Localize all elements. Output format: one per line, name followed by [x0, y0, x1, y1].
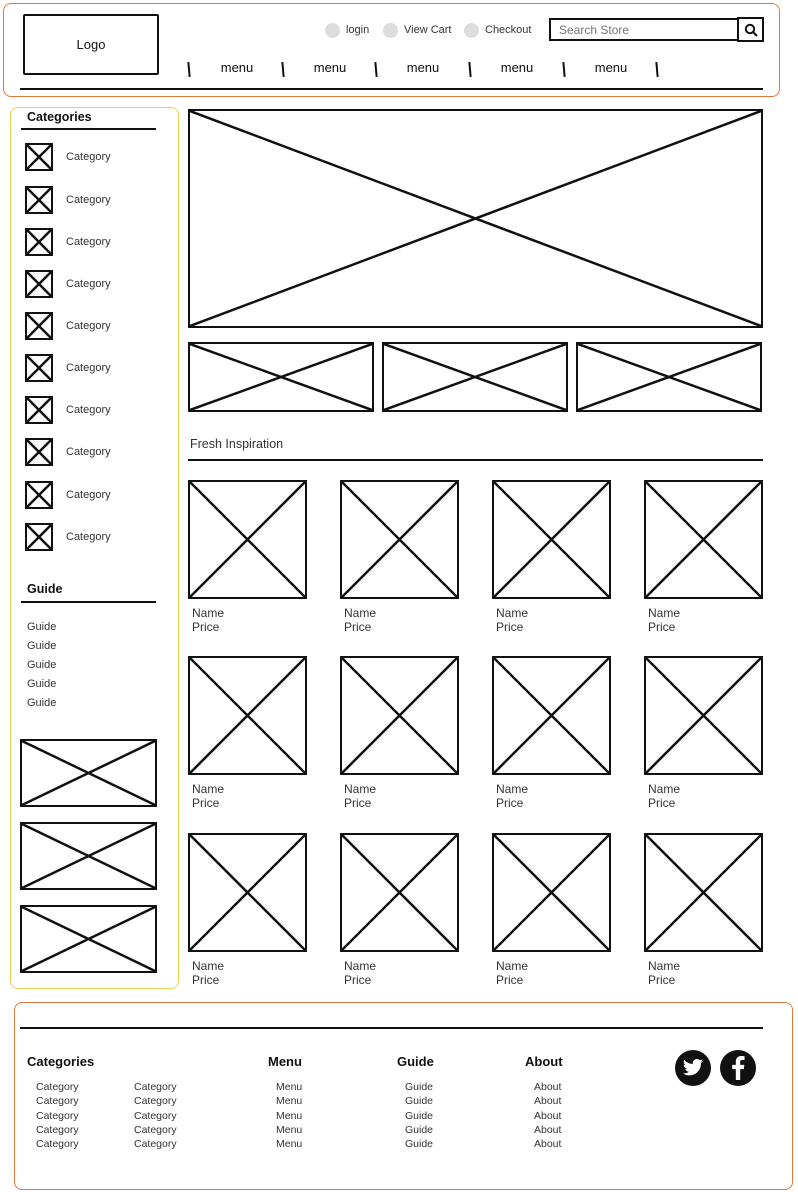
footer-category-link[interactable]: Category	[36, 1095, 79, 1108]
product-image[interactable]	[340, 656, 459, 775]
product-name[interactable]: Name	[496, 782, 529, 796]
product-price: Price	[496, 973, 524, 987]
category-image-icon	[25, 228, 53, 256]
sidebar-category-label: Category	[66, 446, 111, 458]
sidebar-guide-title: Guide	[27, 582, 63, 596]
product-image[interactable]	[188, 480, 307, 599]
footer-category-link[interactable]: Category	[134, 1095, 177, 1108]
footer-guide-link[interactable]: Guide	[405, 1081, 434, 1093]
section-title: Fresh Inspiration	[190, 437, 284, 451]
sidebar-guide-link[interactable]: Guide	[27, 697, 57, 709]
product-price: Price	[496, 796, 524, 810]
twitter-button[interactable]	[675, 1050, 711, 1086]
footer-category-link[interactable]: Category	[36, 1109, 79, 1122]
sidebar-banner-3[interactable]	[20, 905, 157, 973]
category-image-icon	[25, 523, 53, 551]
footer-category-link[interactable]: Category	[36, 1081, 79, 1093]
footer-frame	[14, 1002, 793, 1190]
product-name[interactable]: Name	[496, 959, 529, 973]
login-icon	[325, 23, 340, 38]
menu-item-5[interactable]: menu	[594, 60, 628, 75]
checkout-icon	[464, 23, 479, 38]
view-cart-label: View Cart	[404, 24, 452, 36]
product-name[interactable]: Name	[648, 959, 681, 973]
product-name[interactable]: Name	[192, 782, 225, 796]
sidebar-category-item[interactable]	[25, 481, 111, 509]
product-image[interactable]	[340, 480, 459, 599]
product-price: Price	[496, 620, 524, 634]
header-divider	[20, 88, 763, 90]
sidebar-categories-divider	[21, 128, 156, 130]
category-image-icon	[25, 270, 53, 298]
footer-about-link[interactable]: About	[534, 1081, 562, 1093]
facebook-icon	[731, 1056, 745, 1080]
footer-divider	[20, 1027, 763, 1029]
checkout-label: Checkout	[485, 24, 532, 36]
twitter-icon	[682, 1058, 704, 1078]
login-link[interactable]	[325, 21, 369, 39]
sidebar-category-item[interactable]	[25, 228, 111, 256]
promo-banner-2[interactable]	[382, 342, 568, 412]
footer-category-link[interactable]: Category	[36, 1138, 79, 1151]
footer-menu-link[interactable]: Menu	[276, 1138, 303, 1151]
product-price: Price	[648, 796, 676, 810]
sidebar-category-item[interactable]	[25, 270, 111, 298]
product-price: Price	[344, 796, 372, 810]
product-image[interactable]	[644, 480, 763, 599]
sidebar-category-label: Category	[66, 404, 111, 416]
category-image-icon	[25, 186, 53, 214]
category-image-icon	[25, 143, 53, 171]
sidebar-category-label: Category	[66, 151, 111, 163]
product-price: Price	[344, 620, 372, 634]
sidebar-guide-link[interactable]: Guide	[27, 659, 57, 671]
sidebar-category-item[interactable]	[25, 186, 111, 214]
product-image[interactable]	[644, 833, 763, 952]
search-icon	[744, 23, 758, 37]
product-name[interactable]: Name	[192, 606, 225, 620]
footer-guide-title: Guide	[397, 1054, 434, 1069]
footer-categories-title: Categories	[27, 1054, 95, 1069]
footer-menu-title: Menu	[268, 1054, 302, 1069]
product-image[interactable]	[492, 480, 611, 599]
sidebar-category-item[interactable]	[25, 438, 111, 466]
footer-guide-link[interactable]: Guide	[405, 1138, 434, 1151]
product-price: Price	[344, 973, 372, 987]
sidebar-guide-divider	[21, 601, 156, 603]
product-image[interactable]	[340, 833, 459, 952]
product-name[interactable]: Name	[648, 606, 681, 620]
category-image-icon	[25, 481, 53, 509]
product-image[interactable]	[188, 833, 307, 952]
footer-category-link[interactable]: Category	[134, 1109, 177, 1122]
product-name[interactable]: Name	[648, 782, 681, 796]
login-label: login	[346, 24, 370, 36]
footer-category-link[interactable]: Category	[134, 1081, 177, 1093]
footer-about-title: About	[525, 1054, 563, 1069]
footer-category-link[interactable]: Category	[134, 1138, 177, 1151]
footer-menu-link[interactable]: Menu	[276, 1109, 303, 1122]
category-image-icon	[25, 354, 53, 382]
product-name[interactable]: Name	[344, 782, 377, 796]
search-button[interactable]	[737, 17, 764, 42]
menu-item-4[interactable]: menu	[500, 60, 534, 75]
footer-menu-link[interactable]: Menu	[276, 1123, 303, 1136]
footer-about-link[interactable]: About	[534, 1138, 562, 1151]
product-image[interactable]	[644, 656, 763, 775]
product-price: Price	[648, 620, 676, 634]
sidebar-guide-link[interactable]: Guide	[27, 621, 57, 633]
category-image-icon	[25, 438, 53, 466]
category-image-icon	[25, 312, 53, 340]
footer-guide-link[interactable]: Guide	[405, 1095, 434, 1108]
product-name[interactable]: Name	[344, 959, 377, 973]
promo-banner-3[interactable]	[576, 342, 762, 412]
sidebar-banner-1[interactable]	[20, 739, 157, 807]
footer-category-link[interactable]: Category	[36, 1123, 79, 1136]
menu-item-3[interactable]: menu	[406, 60, 440, 75]
sidebar-category-item[interactable]	[25, 312, 111, 340]
menu-item-2[interactable]: menu	[313, 60, 347, 75]
sidebar-banner-2[interactable]	[20, 822, 157, 890]
sidebar-category-item[interactable]	[25, 354, 111, 382]
product-name[interactable]: Name	[344, 606, 377, 620]
sidebar-category-label: Category	[66, 278, 111, 290]
search-input[interactable]	[551, 20, 737, 39]
logo[interactable]	[23, 14, 159, 75]
product-name[interactable]: Name	[496, 606, 529, 620]
sidebar-category-item[interactable]	[25, 396, 111, 424]
sidebar-categories-title: Categories	[27, 110, 92, 124]
product-price: Price	[192, 796, 220, 810]
footer-guide-link[interactable]: Guide	[405, 1109, 434, 1122]
sidebar-category-label: Category	[66, 531, 111, 543]
product-price: Price	[192, 620, 220, 634]
section-divider	[188, 459, 763, 461]
menu-item-1[interactable]: menu	[220, 60, 254, 75]
sidebar-category-label: Category	[66, 489, 111, 501]
category-image-icon	[25, 396, 53, 424]
product-image[interactable]	[188, 656, 307, 775]
product-image[interactable]	[492, 833, 611, 952]
product-name[interactable]: Name	[192, 959, 225, 973]
sidebar-category-label: Category	[66, 194, 111, 206]
sidebar-guide-link[interactable]: Guide	[27, 678, 57, 690]
footer-about-link[interactable]: About	[534, 1109, 562, 1122]
checkout-link[interactable]	[464, 21, 531, 39]
sidebar-category-label: Category	[66, 236, 111, 248]
hero-banner[interactable]	[188, 109, 763, 328]
sidebar-guide-link[interactable]: Guide	[27, 640, 57, 652]
search-box	[549, 18, 739, 41]
product-image[interactable]	[492, 656, 611, 775]
sidebar-category-item[interactable]	[25, 523, 111, 551]
footer-category-link[interactable]: Category	[134, 1123, 177, 1136]
sidebar-category-item[interactable]	[25, 143, 111, 171]
facebook-button[interactable]	[720, 1050, 756, 1086]
product-price: Price	[192, 973, 220, 987]
logo-text: Logo	[76, 37, 106, 52]
sidebar-category-label: Category	[66, 362, 111, 374]
footer-about-link[interactable]: About	[534, 1095, 562, 1108]
product-price: Price	[648, 973, 676, 987]
sidebar-category-label: Category	[66, 320, 111, 332]
promo-banner-1[interactable]	[188, 342, 374, 412]
footer-menu-link[interactable]: Menu	[276, 1081, 303, 1093]
footer-menu-link[interactable]: Menu	[276, 1095, 303, 1108]
cart-icon	[383, 23, 398, 38]
footer-guide-link[interactable]: Guide	[405, 1123, 434, 1136]
view-cart-link[interactable]	[383, 21, 451, 39]
footer-about-link[interactable]: About	[534, 1123, 562, 1136]
